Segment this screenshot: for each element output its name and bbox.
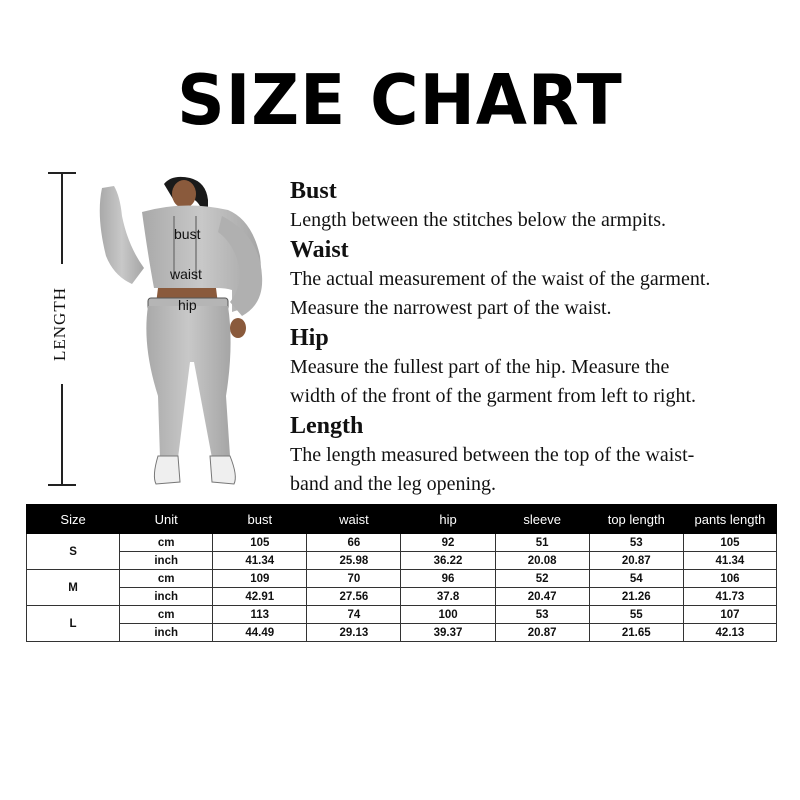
table-cell: 55 [589, 606, 683, 624]
table-header-row [27, 505, 777, 534]
table-cell: 36.22 [401, 552, 495, 570]
column-header: sleeve [495, 505, 589, 534]
length-heading: Length [290, 413, 364, 439]
table-cell: 106 [683, 570, 776, 588]
table-cell: 52 [495, 570, 589, 588]
table-cell: 41.73 [683, 588, 776, 606]
table-cell: 92 [401, 534, 495, 552]
length-text-line: The length measured between the top of the waist- [290, 444, 695, 466]
table-cell: 51 [495, 534, 589, 552]
table-cell: 39.37 [401, 624, 495, 642]
waist-heading: Waist [290, 237, 349, 263]
unit-cell: cm [120, 534, 213, 552]
table-cell: 74 [307, 606, 401, 624]
table-cell: 20.08 [495, 552, 589, 570]
table-cell: 100 [401, 606, 495, 624]
table-cell: 107 [683, 606, 776, 624]
waist-tag: waist [170, 266, 202, 282]
model-illustration [92, 176, 282, 498]
table-row [27, 588, 777, 606]
table-cell: 66 [307, 534, 401, 552]
table-row [27, 624, 777, 642]
table-cell: 20.87 [589, 552, 683, 570]
unit-cell: inch [120, 588, 213, 606]
column-header: pants length [683, 505, 776, 534]
size-cell: L [27, 606, 120, 642]
waist-text-line: The actual measurement of the waist of the garment. [290, 268, 711, 290]
table-cell: 44.49 [213, 624, 307, 642]
column-header: waist [307, 505, 401, 534]
hip-text-line: width of the front of the garment from left to right. [290, 385, 697, 407]
table-cell: 41.34 [683, 552, 776, 570]
length-description [290, 411, 790, 499]
table-cell: 29.13 [307, 624, 401, 642]
table-cell: 70 [307, 570, 401, 588]
size-cell: S [27, 534, 120, 570]
column-header: top length [589, 505, 683, 534]
waist-description [290, 235, 790, 323]
ruler-bottom-cap [48, 484, 76, 486]
table-cell: 20.47 [495, 588, 589, 606]
table-row [27, 570, 777, 588]
page-title: SIZE CHART [177, 60, 623, 141]
table-cell: 109 [213, 570, 307, 588]
table-cell: 37.8 [401, 588, 495, 606]
hip-tag: hip [178, 297, 197, 313]
unit-cell: cm [120, 570, 213, 588]
length-ruler [48, 172, 76, 486]
model-figure [92, 176, 282, 498]
size-cell: M [27, 570, 120, 606]
table-row [27, 606, 777, 624]
unit-cell: inch [120, 552, 213, 570]
table-cell: 53 [495, 606, 589, 624]
hip-heading: Hip [290, 325, 329, 351]
length-text-line: band and the leg opening. [290, 473, 497, 495]
unit-cell: inch [120, 624, 213, 642]
table-cell: 53 [589, 534, 683, 552]
table-cell: 41.34 [213, 552, 307, 570]
table-row [27, 552, 777, 570]
bust-description [290, 176, 790, 235]
column-header: hip [401, 505, 495, 534]
table-cell: 27.56 [307, 588, 401, 606]
bust-heading: Bust [290, 178, 337, 204]
table-cell: 21.65 [589, 624, 683, 642]
hip-text-line: Measure the fullest part of the hip. Measure the [290, 356, 670, 378]
table-cell: 20.87 [495, 624, 589, 642]
column-header: Unit [120, 505, 213, 534]
table-cell: 54 [589, 570, 683, 588]
table-cell: 96 [401, 570, 495, 588]
unit-cell: cm [120, 606, 213, 624]
table-cell: 105 [213, 534, 307, 552]
table-row [27, 534, 777, 552]
table-cell: 25.98 [307, 552, 401, 570]
table-cell: 113 [213, 606, 307, 624]
ruler-label: LENGTH [48, 264, 72, 384]
column-header: Size [27, 505, 120, 534]
table-cell: 42.13 [683, 624, 776, 642]
table-cell: 42.91 [213, 588, 307, 606]
measurement-descriptions [290, 176, 790, 499]
size-table [26, 504, 777, 642]
waist-text-line: Measure the narrowest part of the waist. [290, 297, 612, 319]
hip-description [290, 323, 790, 411]
table-cell: 105 [683, 534, 776, 552]
table-cell: 21.26 [589, 588, 683, 606]
column-header: bust [213, 505, 307, 534]
bust-text-line: Length between the stitches below the armpits. [290, 209, 667, 231]
bust-tag: bust [174, 226, 201, 242]
